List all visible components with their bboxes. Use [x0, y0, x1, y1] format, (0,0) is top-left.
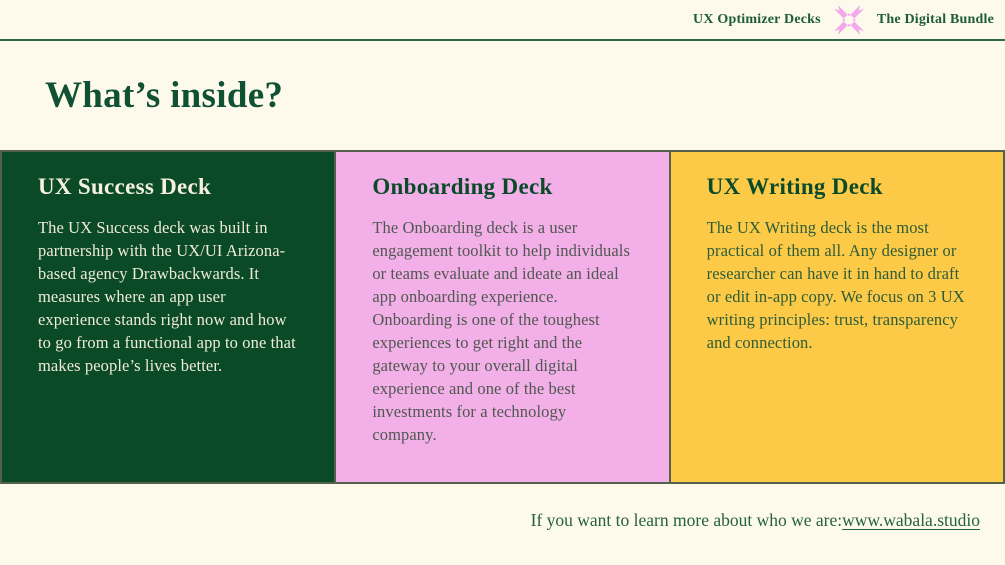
website-link[interactable]: www.wabala.studio [842, 510, 980, 530]
card-ux-success-deck [0, 150, 336, 484]
footer-prompt-text: If you want to learn more about who we are: [530, 510, 843, 530]
brand-left-label: UX Optimizer Decks [693, 11, 821, 27]
flower-spark-icon [834, 5, 864, 35]
footer [0, 484, 1005, 565]
card-body-text: The UX Writing deck is the most practical of them all. Any designer or researcher can have it in hand to draft or edit in-app copy. We focus on 3 UX writing principles: trust, transparency and connection. [706, 218, 965, 352]
deck-cards [0, 150, 1005, 484]
card-body-text: The Onboarding deck is a user engagement toolkit to help individuals or teams evaluate and ideate an ideal app onboarding experience. Onboarding is one of the toughest experiences to get right and the gateway to your overall digital experience and one of the best investments for a technology company. [372, 218, 631, 444]
page-title: What’s inside? [45, 75, 284, 116]
card-heading: UX Success Deck [38, 174, 212, 199]
card-body-text: The UX Success deck was built in partnership with the UX/UI Arizona-based agency Drawbackwards. It measures where an app user experience stands right now and how to go from a functional app to one that makes people’s lives better. [38, 218, 296, 375]
card-onboarding-deck [336, 150, 670, 484]
card-heading: Onboarding Deck [372, 174, 553, 199]
card-heading: UX Writing Deck [706, 174, 883, 199]
brand-right-label: The Digital Bundle [876, 11, 994, 27]
card-ux-writing-deck [671, 150, 1005, 484]
top-bar [0, 0, 1005, 41]
